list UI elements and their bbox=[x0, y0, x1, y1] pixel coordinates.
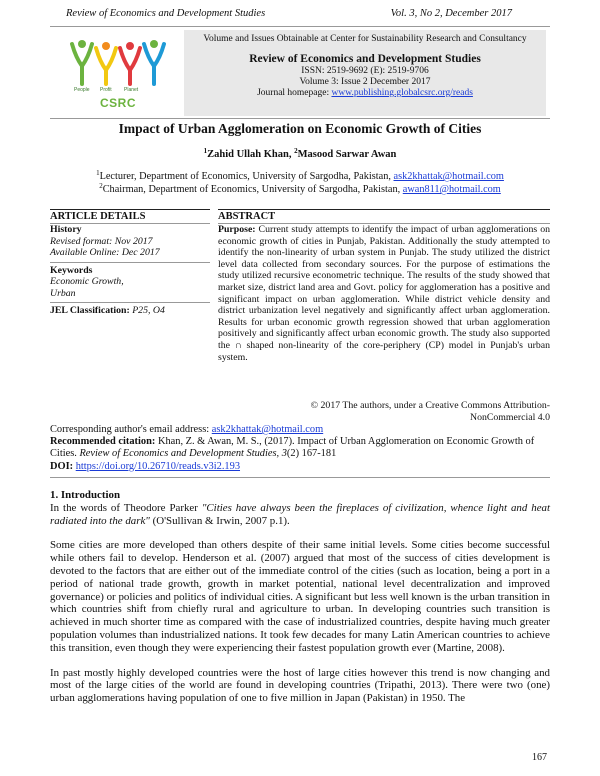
homepage-link[interactable]: www.publishing.globalcsrc.org/reads bbox=[331, 88, 473, 98]
paragraph-text: In the words of Theodore Parker bbox=[50, 501, 202, 514]
masthead-text bbox=[184, 30, 546, 99]
affiliation bbox=[0, 184, 600, 195]
logo-caption: Planet bbox=[124, 87, 139, 93]
running-head-journal: Review of Economics and Development Studies bbox=[66, 8, 266, 19]
details-top-rule bbox=[50, 209, 210, 210]
affiliation-text: Chairman, Department of Economics, University of Sargodha, Pakistan, bbox=[102, 184, 403, 195]
affiliation bbox=[0, 171, 600, 182]
affiliation-text: Lecturer, Department of Economics, University of Sargodha, Pakistan, bbox=[99, 171, 394, 182]
affiliation-sup: 2 bbox=[99, 182, 103, 190]
jel-label: JEL Classification: bbox=[50, 305, 133, 316]
parker-quote: "Cities have always been the fireplaces of civilization, whence light and heat radiated into the dark" bbox=[50, 501, 551, 527]
inverted-u-symbol: ∩ bbox=[234, 339, 242, 351]
paragraph-text: (O'Sullivan & Irwin, 2007 p.1). bbox=[149, 514, 290, 527]
journal-name: Review of Economics and Development Studies bbox=[249, 53, 481, 65]
article-title: Impact of Urban Agglomeration on Economic Growth of Cities bbox=[118, 121, 482, 136]
copyright-notice bbox=[218, 400, 550, 424]
online-date: Available Online: Dec 2017 bbox=[50, 247, 160, 258]
details-divider bbox=[50, 262, 210, 263]
article-body bbox=[50, 489, 550, 705]
doi bbox=[50, 461, 550, 473]
section-heading: 1. Introduction bbox=[50, 489, 120, 501]
homepage-label: Journal homepage: bbox=[257, 88, 332, 98]
author-sup: 1 bbox=[203, 147, 208, 155]
article-details bbox=[50, 224, 210, 317]
abstract-body bbox=[218, 224, 550, 363]
csrc-logo bbox=[62, 36, 174, 116]
recommended-citation bbox=[50, 436, 550, 460]
issn: ISSN: 2519-9692 (E): 2519-9706 bbox=[301, 66, 429, 76]
page-number: 167 bbox=[532, 752, 547, 763]
volume-issue: Volume 3: Issue 2 December 2017 bbox=[299, 77, 431, 87]
citation-pages: (2) 167-181 bbox=[286, 448, 337, 460]
jel-classification bbox=[50, 305, 210, 317]
jel-codes: P25, O4 bbox=[132, 305, 165, 316]
masthead bbox=[50, 30, 546, 116]
citation-label: Recommended citation: bbox=[50, 436, 158, 448]
citation-journal: Review of Economics and Development Studies, 3 bbox=[79, 448, 287, 460]
paragraph: Some cities are more developed than others despite of their same initial levels. Some cities become successful while others fail to develop. Henderson et al. (2007) argued that most of the success of cities development is devoted to the factors that are either out of the immediate control of the cities (such as location, being a port in a period of national trade growth, growth in market potential, national level decentralization and improved governance) or policies and politics of individual cities. A significant but less well known is the urban transition in which countries shift from chiefly rural and agriculture to urban. In developing countries such transition is achieved in much shorter time as compared with the case of industrialized countries, despite having much greater population volumes than industrialized nations. It took few decades for many Latin American countries to achieve this transition, even though they were experiencing their fastest population growth ever (Martine, 2008). bbox=[50, 539, 550, 654]
doi-label: DOI: bbox=[50, 460, 76, 472]
affiliation-sup: 1 bbox=[96, 169, 100, 177]
abstract-heading: ABSTRACT bbox=[218, 211, 276, 222]
doi-link[interactable]: https://doi.org/10.26710/reads.v3i2.193 bbox=[75, 460, 241, 472]
journal-homepage bbox=[184, 88, 546, 99]
paragraph: In past mostly highly developed countries were the host of large cities however this trend is now changing and most of the large cities of the world are found in developing countries (Tripathi, 2013). There were two (one) urban agglomerations having population of one to five million in Japan (Pakistan) in 1950. The bbox=[50, 666, 550, 705]
article-details-heading: ARTICLE DETAILS bbox=[50, 211, 146, 222]
revised-date: Revised format: Nov 2017 bbox=[50, 235, 153, 247]
abstract-top-rule bbox=[218, 209, 550, 210]
copyright-line: © 2017 The authors, under a Creative Commons Attribution- bbox=[310, 400, 550, 411]
author-name: Masood Sarwar Awan bbox=[297, 149, 397, 160]
corresponding-email bbox=[50, 424, 550, 436]
copyright-line: NonCommercial 4.0 bbox=[470, 412, 550, 423]
masthead-rule bbox=[50, 118, 550, 119]
keywords: Urban bbox=[50, 287, 76, 299]
abstract-text: shaped non-linearity of the core-periphery (CP) model in Punjab's urban system. bbox=[218, 339, 550, 363]
running-head bbox=[66, 8, 512, 22]
history-label: History bbox=[50, 224, 82, 235]
author-name: Zahid Ullah Khan, bbox=[207, 149, 295, 160]
logo-caption: Profit bbox=[100, 87, 112, 93]
keywords-label: Keywords bbox=[50, 264, 93, 276]
body-rule bbox=[50, 477, 550, 478]
details-divider bbox=[50, 302, 210, 303]
keywords: Economic Growth, bbox=[50, 276, 124, 287]
corresponding-email-link[interactable]: ask2khattak@hotmail.com bbox=[211, 424, 324, 435]
author-line bbox=[0, 149, 600, 160]
running-head-issue: Vol. 3, No 2, December 2017 bbox=[390, 8, 512, 19]
logo-caption: People bbox=[74, 87, 90, 93]
publisher-notice: Volume and Issues Obtainable at Center for Sustainability Research and Consultancy bbox=[203, 34, 527, 44]
affiliation-email[interactable]: ask2khattak@hotmail.com bbox=[393, 171, 504, 182]
abstract-text: Current study attempts to identify the impact of urban agglomerations on economic growth of cities in Punjab, Pakistan. Additionally the study attempted to identify the non-linearity of urban system in Punjab. The study utilized the district level data collected from secondary sources. For the purpose of estimations the study utilized recursive econometric technique. The results of the study showed that market size, district land area and Govt. policy for agglomeration has a positive and significant impact on urban agglomeration. While district vehicle density and district urbanization level negatively and significantly affect urban agglomeration. Results for urban economic growth regression showed that urban agglomeration positively and significantly affect urban economic growth. The study also supported the bbox=[218, 224, 550, 351]
logo-abbreviation: CSRC bbox=[99, 96, 136, 110]
people-figures-icon bbox=[62, 36, 174, 88]
logo-captions bbox=[62, 87, 174, 95]
paragraph bbox=[50, 502, 550, 528]
purpose-label: Purpose: bbox=[218, 224, 256, 235]
header-rule bbox=[50, 26, 550, 27]
citation-text: Khan, Z. & Awan, M. S., (2017). Impact of Urban Agglomeration on Economic Growth of Cities. bbox=[50, 436, 535, 460]
affiliation-email[interactable]: awan811@hotmail.com bbox=[402, 184, 501, 195]
corresponding-label: Corresponding author's email address: bbox=[50, 424, 212, 435]
author-sup: 2 bbox=[294, 147, 298, 155]
correspondence-block bbox=[50, 424, 550, 473]
